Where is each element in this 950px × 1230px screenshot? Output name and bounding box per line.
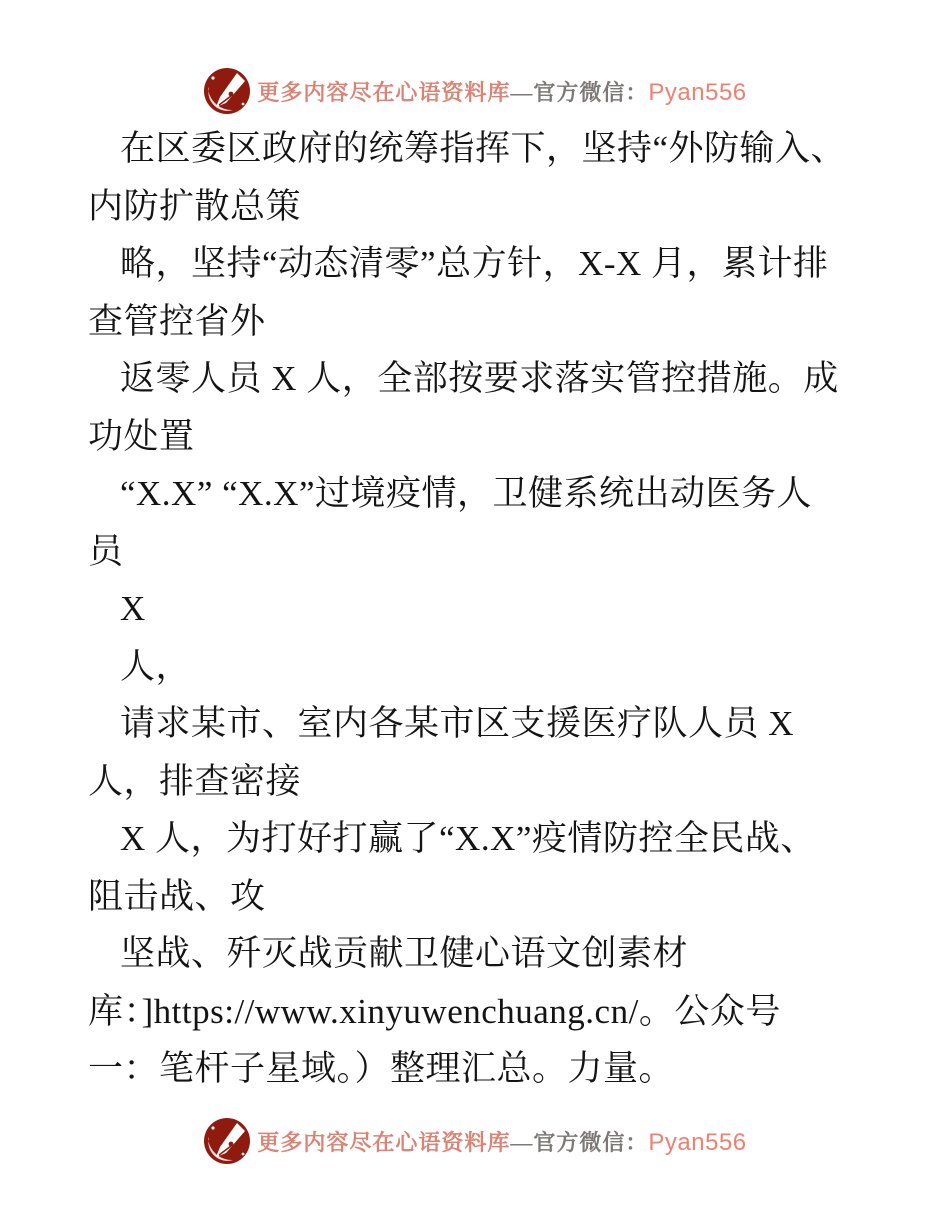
wechat-id: Pyan556 (648, 1128, 747, 1156)
text-line: 请求某市、室内各某市区支援医疗队人员 X (120, 704, 795, 743)
footer-watermark (0, 1116, 950, 1166)
text-line: 库：]https://www.xinyuwenchuang.cn/。公众号 (88, 991, 781, 1031)
watermark-text (257, 1126, 746, 1157)
header-watermark (0, 66, 950, 116)
pen-nib-logo-icon (203, 1117, 251, 1165)
text-line: “X.X” “X.X”过境疫情，卫健系统出动医务人 (120, 474, 812, 513)
text-line: 功处置 (88, 416, 195, 456)
text-line: 阻击战、攻 (88, 876, 266, 916)
watermark-text (257, 76, 746, 107)
document-text (88, 120, 890, 1098)
wechat-label: —官方微信： (510, 1129, 649, 1155)
text-line: 人，排查密接 (88, 761, 302, 801)
text-line: 返零人员 X 人，全部按要求落实管控措施。成 (120, 359, 839, 398)
text-line: 坚战、歼灭战贡献卫健心语文创素材 (120, 934, 689, 973)
text-line: 在区委区政府的统筹指挥下，坚持“外防输入、 (120, 129, 847, 168)
text-line: 内防扩散总策 (88, 186, 302, 226)
brand-text: 更多内容尽在心语资料库 (257, 1129, 511, 1155)
text-line: 查管控省外 (88, 301, 266, 341)
wechat-label: —官方微信： (510, 79, 649, 105)
text-line: 一：笔杆子星域。）整理汇总。力量。 (88, 1049, 675, 1088)
text-line: X 人，为打好打赢了“X.X”疫情防控全民战、 (120, 819, 816, 858)
brand-text: 更多内容尽在心语资料库 (257, 79, 511, 105)
wechat-id: Pyan556 (648, 78, 747, 106)
text-line: 人， (120, 646, 192, 686)
pen-nib-logo-icon (203, 67, 251, 115)
text-line: 员 (88, 531, 124, 571)
text-line: X (120, 589, 146, 628)
text-line: 略，坚持“动态清零”总方针，X-X 月，累计排 (120, 244, 829, 283)
